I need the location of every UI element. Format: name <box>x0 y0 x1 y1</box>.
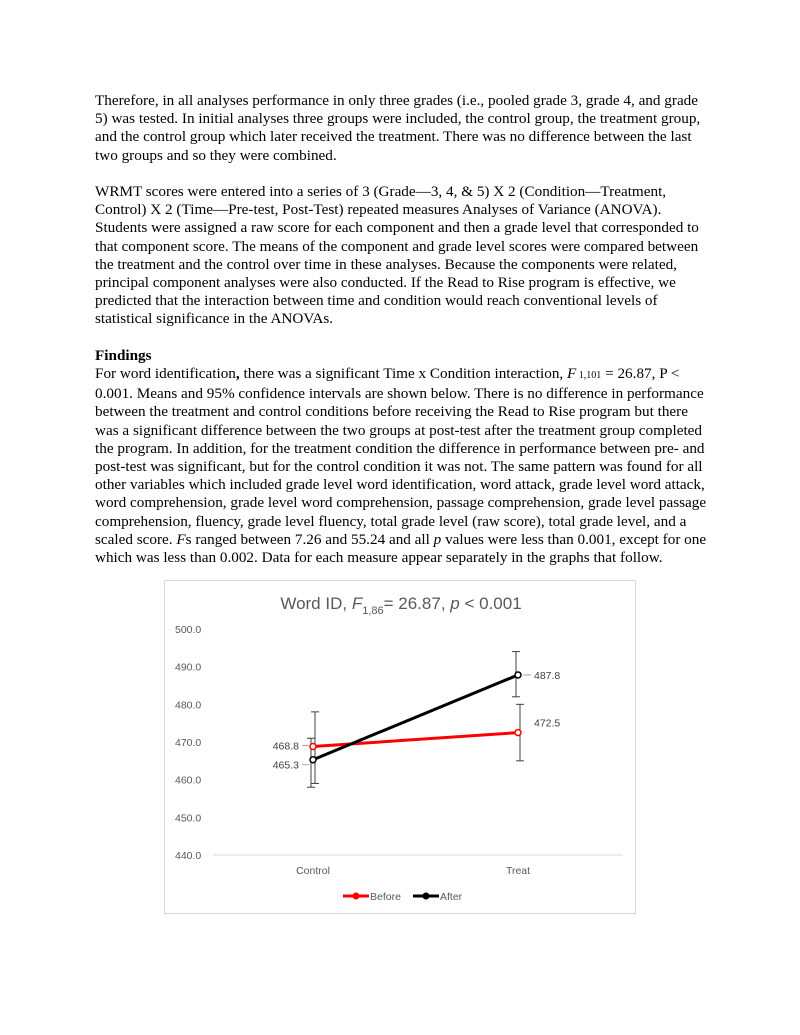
word-id-chart <box>164 580 636 914</box>
series-line-before <box>313 733 518 747</box>
chart-title-sub: 1,86 <box>362 605 384 617</box>
data-label: 472.5 <box>534 717 561 730</box>
data-point <box>310 744 316 750</box>
findings-comma: , <box>235 365 240 383</box>
chart-canvas <box>165 581 637 915</box>
series-line-after <box>313 675 518 760</box>
findings-text-2: there was a significant Time x Condition interaction, <box>239 365 568 383</box>
paragraph-findings <box>95 365 707 567</box>
chart-title-f: F <box>351 594 363 613</box>
paragraph-anova: WRMT scores were entered into a series of 3 (Grade—3, 4, & 5) X 2 (Condition—Treatment, Control) X 2 (Time—Pre-test, Post-Test) repeated measures Analyses of Variance (ANOVA). Students were assigned a raw score for each component and then a grade level that corresponded to that component score. The means of the component and grade level scores were compared between the treatment and the control over time in these analyses. Because the components were related, principal component analyses were also conducted. If the Read to Rise program is effective, we predicted that the interaction between time and condition would reach conventional levels of statistical significance in the ANOVAs. <box>95 183 699 328</box>
findings-text-3: = 26.87, P < 0.001. Means and 95% confidence intervals are shown below. There is no difference in performance between the treatment and control conditions before receiving the Read to Rise program but there was a significant difference between the two groups at post-test after the treatment group completed the program. In addition, for the treatment condition the difference in performance between pre- and post-test was significant, but for the control condition it was not. The same pattern was found for all other variables which included grade level word identification, word attack, grade level word attack, word comprehension, grade level word comprehension, passage comprehension, grade level passage comprehension, fluency, grade level fluency, total grade level (raw score), total grade level, and a scaled score. <box>95 365 707 548</box>
y-axis-ticks <box>175 624 201 862</box>
data-point <box>310 757 316 763</box>
data-point <box>515 730 521 736</box>
y-tick-label: 470.0 <box>175 737 202 749</box>
document-body <box>95 92 707 567</box>
findings-text-4: s ranged between 7.26 and 55.24 and all <box>185 530 434 548</box>
findings-heading: Findings <box>95 346 152 364</box>
data-label: 487.8 <box>534 669 561 682</box>
chart-title-prefix: Word ID, <box>280 594 352 613</box>
data-point <box>515 672 521 678</box>
y-tick-label: 450.0 <box>175 812 202 825</box>
chart-title-p: p <box>450 594 460 613</box>
legend-marker <box>353 893 359 899</box>
series-layer <box>273 652 561 788</box>
chart-title-suffix: < 0.001 <box>459 594 522 613</box>
x-tick-label: Treat <box>505 865 531 877</box>
y-tick-label: 440.0 <box>175 850 202 862</box>
data-label: 468.8 <box>272 740 299 753</box>
chart-title-mid: = 26.87, <box>383 594 451 613</box>
findings-f-stat: F <box>567 365 577 383</box>
findings-fs: F <box>176 530 186 548</box>
y-tick-label: 480.0 <box>175 699 202 712</box>
legend-label: After <box>440 891 463 903</box>
y-tick-label: 500.0 <box>175 624 202 636</box>
y-tick-label: 490.0 <box>175 661 202 674</box>
legend-label: Before <box>370 891 401 903</box>
findings-f-subscript: 1,101 <box>576 370 602 382</box>
chart-legend <box>343 891 463 903</box>
findings-text-1: For word identification <box>95 365 236 383</box>
x-axis-ticks <box>296 865 530 877</box>
y-tick-label: 460.0 <box>175 774 202 787</box>
findings-text-5: values were less than 0.001, except for one which was less than 0.002. Data for each measure appear separately in the graphs that follow. <box>95 530 707 567</box>
paragraph-grades: Therefore, in all analyses performance in only three grades (i.e., pooled grade 3, grade 4, and grade 5) was tested. In initial analyses three groups were included, the control group, the treatment group, and the control group which later received the treatment. There was no difference between the last two groups and so they were combined. <box>95 92 701 164</box>
legend-marker <box>423 893 429 899</box>
chart-title <box>280 594 521 617</box>
x-tick-label: Control <box>296 865 330 877</box>
data-label: 465.3 <box>272 759 299 772</box>
findings-p: p <box>433 530 442 548</box>
